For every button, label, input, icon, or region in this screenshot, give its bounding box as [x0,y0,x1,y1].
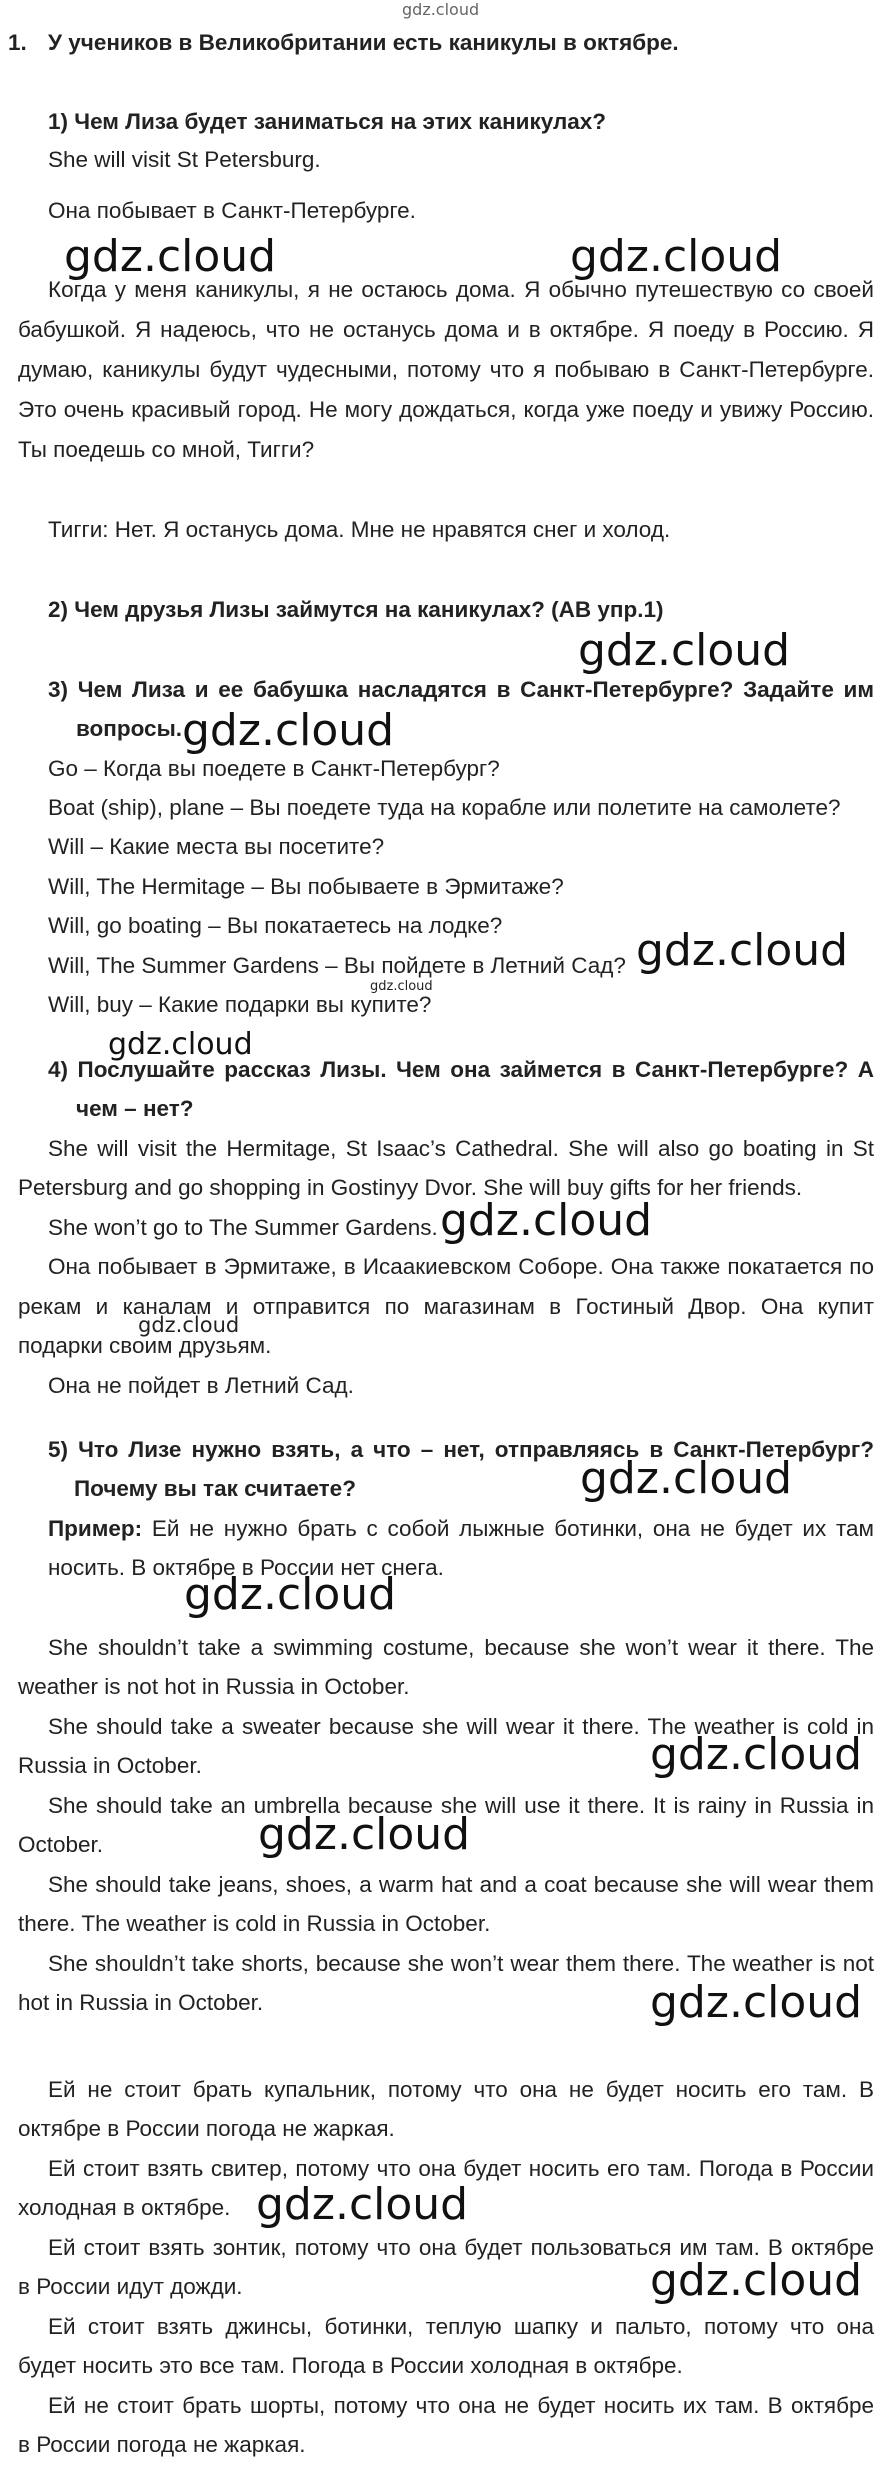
q5-example-line [48,1514,874,1544]
q5-title-line: Почему вы так считаете? [74,1476,356,1501]
watermark-small: gdz.cloud [138,1313,240,1337]
header-watermark: gdz.cloud [402,0,480,19]
q5-russian-line: Ей не стоит брать шорты, потому что она не будет носить их там. В октябре [48,2393,874,2418]
watermark-logo: gdz.cloud [650,1729,863,1780]
q1-para-line: Ты поедешь со мной, Тигги? [18,437,315,462]
q5-example-label: Пример: [48,1516,143,1541]
q1-russian: Она побывает в Санкт-Петербурге. [48,198,416,223]
q1-english: She will visit St Petersburg. [48,147,321,172]
q5-russian-line: октябре в России погода не жаркая. [18,2116,395,2141]
watermark-logo: gdz.cloud [256,2179,469,2230]
watermark-logo: gdz.cloud [258,1809,471,1860]
q3-item: Will, go boating – Вы покатаетесь на лодке? [48,913,503,938]
q3-item: Will – Какие места вы посетите? [48,834,385,859]
watermark-logo: gdz.cloud [650,2255,863,2306]
q5-english-line: She should take a sweater because she will wear it there. The weather is cold in [48,1714,874,1739]
q5-english-line: hot in Russia in October. [18,1990,264,2015]
q5-title-line: 5) Что Лизе нужно взять, а что – нет, отправляясь в Санкт-Петербург? [48,1437,874,1462]
q4-english-line: She will visit the Hermitage, St Isaac’s Cathedral. She will also go boating in St [48,1136,874,1161]
watermark-logo: gdz.cloud [650,1977,863,2028]
q1-para-line: Когда у меня каникулы, я не остаюсь дома. Я обычно путешествую со своей [48,277,874,302]
q5-example-line: носить. В октябре в России нет снега. [48,1555,444,1580]
watermark-logo: gdz.cloud [636,925,849,976]
q5-russian-line: в России погода не жаркая. [18,2432,306,2457]
q4-russian-not: Она не пойдет в Летний Сад. [48,1373,354,1398]
q1-para-line: Это очень красивый город. Не могу дождаться, когда уже поеду и увижу Россию. [18,397,874,422]
q1-title: 1) Чем Лиза будет заниматься на этих каникулах? [48,109,607,134]
watermark-logo: gdz.cloud [580,1453,793,1504]
q5-russian-line: Ей не стоит брать купальник, потому что она не будет носить его там. В [48,2077,874,2102]
q4-title-line: 4) Послушайте рассказ Лизы. Чем она займется в Санкт-Петербурге? А [48,1057,874,1082]
q5-english-line: She shouldn’t take shorts, because she won’t wear them there. The weather is not [48,1951,874,1976]
task-title: У учеников в Великобритании есть каникулы в октябре. [48,30,679,55]
q1-para-line: думаю, каникулы будут чудесными, потому что я побываю в Санкт-Петербурге. [18,357,874,382]
q5-russian-line: в России идут дожди. [18,2274,243,2299]
watermark-logo: gdz.cloud [64,231,277,282]
q5-english-line: She shouldn’t take a swimming costume, because she won’t wear it there. The [48,1635,874,1660]
q5-russian-line: Ей стоит взять джинсы, ботинки, теплую шапку и пальто, потому что она [48,2314,874,2339]
q1-tiggy: Тигги: Нет. Я останусь дома. Мне не нравятся снег и холод. [48,517,671,542]
q3-item: Will, buy – Какие подарки вы купите? [48,992,432,1017]
q4-english-not: She won’t go to The Summer Gardens. [48,1215,438,1240]
watermark-logo: gdz.cloud [440,1195,653,1246]
watermark-logo: gdz.cloud [108,1027,253,1062]
q2-title: 2) Чем друзья Лизы займутся на каникулах? (AB упр.1) [48,597,664,622]
watermark-logo: gdz.cloud [578,625,791,676]
q3-item: Will, The Hermitage – Вы побываете в Эрмитаже? [48,874,564,899]
q3-title-line: 3) Чем Лиза и ее бабушка насладятся в Санкт-Петербурге? Задайте им [48,677,874,702]
watermark-small: gdz.cloud [370,979,433,994]
q5-english-line: there. The weather is cold in Russia in October. [18,1911,491,1936]
watermark-logo: gdz.cloud [182,705,395,756]
q1-para-line: бабушкой. Я надеюсь, что не останусь дома и в октябре. Я поеду в Россию. Я [18,317,874,342]
q5-russian-line: Ей стоит взять свитер, потому что она будет носить его там. Погода в России [48,2156,874,2181]
task-number: 1. [8,30,27,55]
q5-russian-line: Ей стоит взять зонтик, потому что она будет пользоваться им там. В октябре [48,2235,874,2260]
q4-russian-line: подарки своим друзьям. [18,1333,272,1358]
q5-russian-line: будет носить это все там. Погода в России холодная в октябре. [18,2353,683,2378]
q3-item: Go – Когда вы поедете в Санкт-Петербург? [48,756,500,781]
q4-russian-line: рекам и каналам и отправится по магазинам в Гостиный Двор. Она купит [18,1294,874,1319]
q3-item: Will, The Summer Gardens – Вы пойдете в Летний Сад? [48,953,626,978]
q5-english-line: weather is not hot in Russia in October. [18,1674,410,1699]
q3-title-line: вопросы. [76,716,183,741]
q5-russian-line: холодная в октябре. [18,2195,231,2220]
watermark-logo: gdz.cloud [570,231,783,282]
watermark-logo: gdz.cloud [184,1569,397,1620]
q5-english-line: Russia in October. [18,1753,202,1778]
q3-item: Boat (ship), plane – Вы поедете туда на корабле или полетите на самолете? [48,795,841,820]
q4-russian-line: Она побывает в Эрмитаже, в Исаакиевском Соборе. Она также покатается по [48,1254,874,1279]
q5-example-text: Ей не нужно брать с собой лыжные ботинки, она не будет их там [151,1516,874,1541]
q5-english-line: She should take jeans, shoes, a warm hat and a coat because she will wear them [48,1872,874,1897]
q4-title-line: чем – нет? [76,1096,194,1121]
q4-english-line: Petersburg and go shopping in Gostinyy Dvor. She will buy gifts for her friends. [18,1175,803,1200]
q5-english-line: She should take an umbrella because she will use it there. It is rainy in Russia in [48,1793,874,1818]
q5-english-line: October. [18,1832,104,1857]
